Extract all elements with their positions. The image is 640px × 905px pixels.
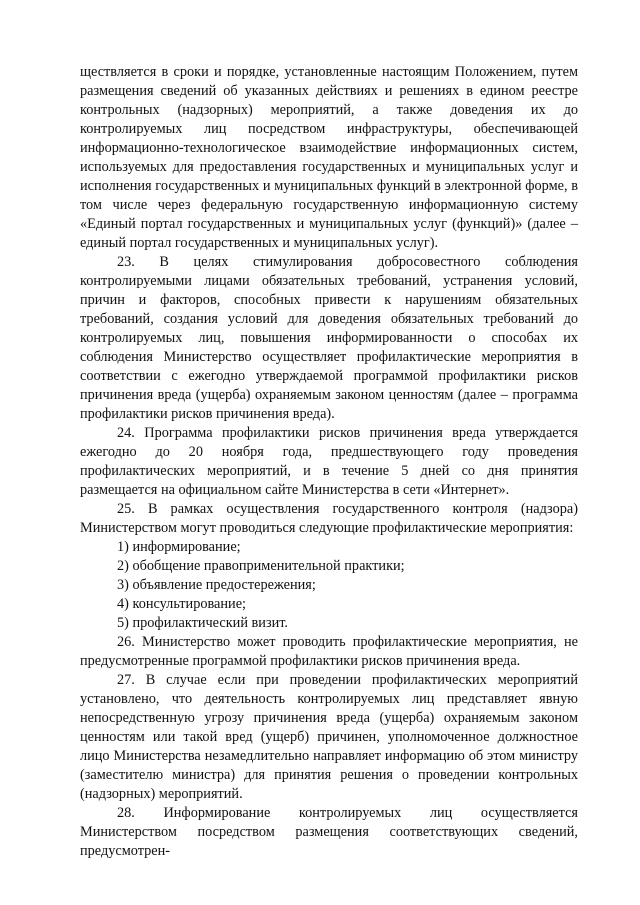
list-item: 5) профилактический визит. (117, 615, 288, 631)
paragraph-28: 28. Информирование контролируемых лиц осуществляется Министерством посредством размещения соответствующих сведений, предусмотрен- (80, 805, 578, 859)
list-item: 4) консультирование; (117, 596, 247, 612)
paragraph-23: 23. В целях стимулирования добросовестного соблюдения контролируемыми лицами обязательных требований, устранения условий, причин и факторов, способных привести к нарушениям обязательных требований, создания условий для доведения обязательных требований до контролируемых лиц, повышения информированности о способах их соблюдения Министерство осуществляет профилактические мероприятия в соответствии с ежегодно утверждаемой программой профилактики рисков причинения вреда (ущерба) охраняемым законом ценностям (далее – программа профилактики рисков причинения вреда). (80, 254, 578, 422)
paragraph-24: 24. Программа профилактики рисков причинения вреда утверждается ежегодно до 20 ноября года, предшествующего году проведения профилактических мероприятий, и в течение 5 дней со дня принятия размещается на официальном сайте Министерства в сети «Интернет». (80, 425, 578, 498)
paragraph-25: 25. В рамках осуществления государственного контроля (надзора) Министерством могут проводиться следующие профилактические мероприятия: (80, 501, 578, 536)
list-item: 2) обобщение правоприменительной практики; (117, 558, 405, 574)
paragraph-27: 27. В случае если при проведении профилактических мероприятий установлено, что деятельность контролируемых лиц представляет явную непосредственную угрозу причинения вреда (ущерба) охраняемым законом ценностям или такой вред (ущерб) причинен, уполномоченное должностное лицо Министерства незамедлительно направляет информацию об этом министру (заместителю министра) для принятия решения о проведении контрольных (надзорных) мероприятий. (80, 672, 578, 802)
paragraph-26: 26. Министерство может проводить профилактические мероприятия, не предусмотренные программой профилактики рисков причинения вреда. (80, 634, 578, 669)
document-page (80, 63, 578, 861)
list-item: 3) объявление предостережения; (117, 577, 316, 593)
paragraph-continuation: ществляется в сроки и порядке, установленные настоящим Положением, путем размещения сведений об указанных действиях и решениях в едином реестре контрольных (надзорных) мероприятий, а также доведения их до контролируемых лиц посредством инфраструктуры, обеспечивающей информационно-технологическое взаимодействие информационных систем, используемых для предоставления государственных и муниципальных услуг и исполнения государственных и муниципальных функций в электронной форме, в том числе через федеральную государственную информационную систему «Единый портал государственных и муниципальных услуг (функций)» (далее – единый портал государственных и муниципальных услуг). (80, 64, 578, 251)
prevention-measures-list (80, 538, 578, 633)
list-item: 1) информирование; (117, 539, 241, 555)
